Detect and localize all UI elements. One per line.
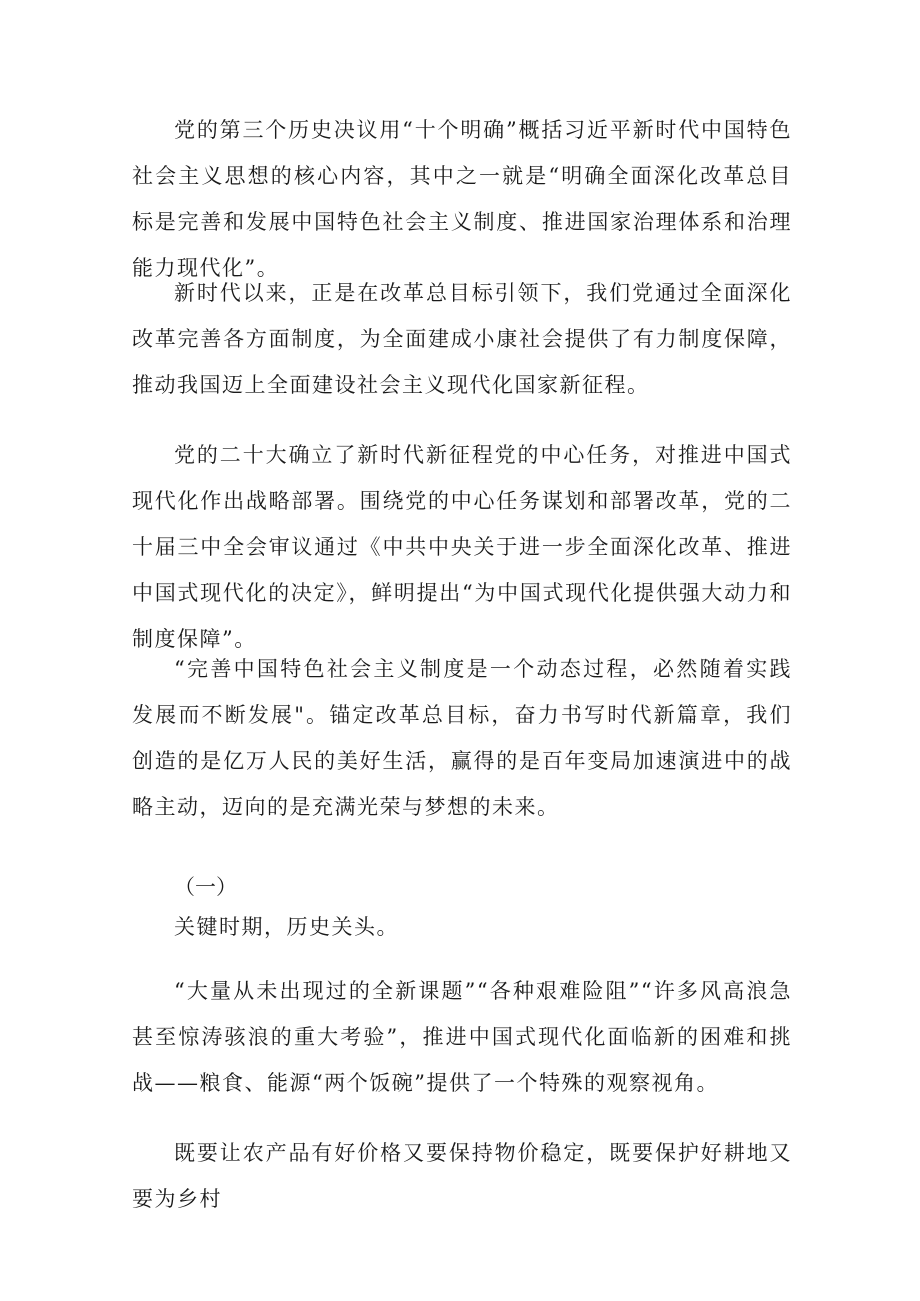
- paragraph-1: 党的第三个历史决议用“十个明确”概括习近平新时代中国特色社会主义思想的核心内容，其中之一就是“明确全面深化改革总目标是完善和发展中国特色社会主义制度、推进国家治理体系和治理能力现代化”。: [132, 118, 792, 280]
- paragraph-5: “大量从未出现过的全新课题”“各种艰难险阻”“许多风高浪急甚至惊涛骇浪的重大考验”，推进中国式现代化面临新的困难和挑战——粮食、能源“两个饭碗”提供了一个特殊的观察视角。: [132, 979, 792, 1095]
- section-title: 关键时期，历史关头。: [174, 915, 399, 939]
- paragraph-2: 新时代以来，正是在改革总目标引领下，我们党通过全面深化改革完善各方面制度，为全面建成小康社会提供了有力制度保障，推动我国迈上全面建设社会主义现代化国家新征程。: [132, 281, 792, 397]
- paragraph-3: 党的二十大确立了新时代新征程党的中心任务，对推进中国式现代化作出战略部署。围绕党的中心任务谋划和部署改革，党的二十届三中全会审议通过《中共中央关于进一步全面深化改革、推进中国式现代化的决定》，鲜明提出“为中国式现代化提供强大动力和制度保障”。: [132, 443, 792, 651]
- paragraph-4: “完善中国特色社会主义制度是一个动态过程，必然随着实践发展而不断发展"。锚定改革总目标，奋力书写时代新篇章，我们创造的是亿万人民的美好生活，赢得的是百年变局加速演进中的战略主动，迈向的是充满光荣与梦想的未来。: [132, 657, 792, 819]
- section-number: （一）: [174, 875, 237, 899]
- paragraph-6: 既要让农产品有好价格又要保持物价稳定，既要保护好耕地又要为乡村: [132, 1141, 792, 1211]
